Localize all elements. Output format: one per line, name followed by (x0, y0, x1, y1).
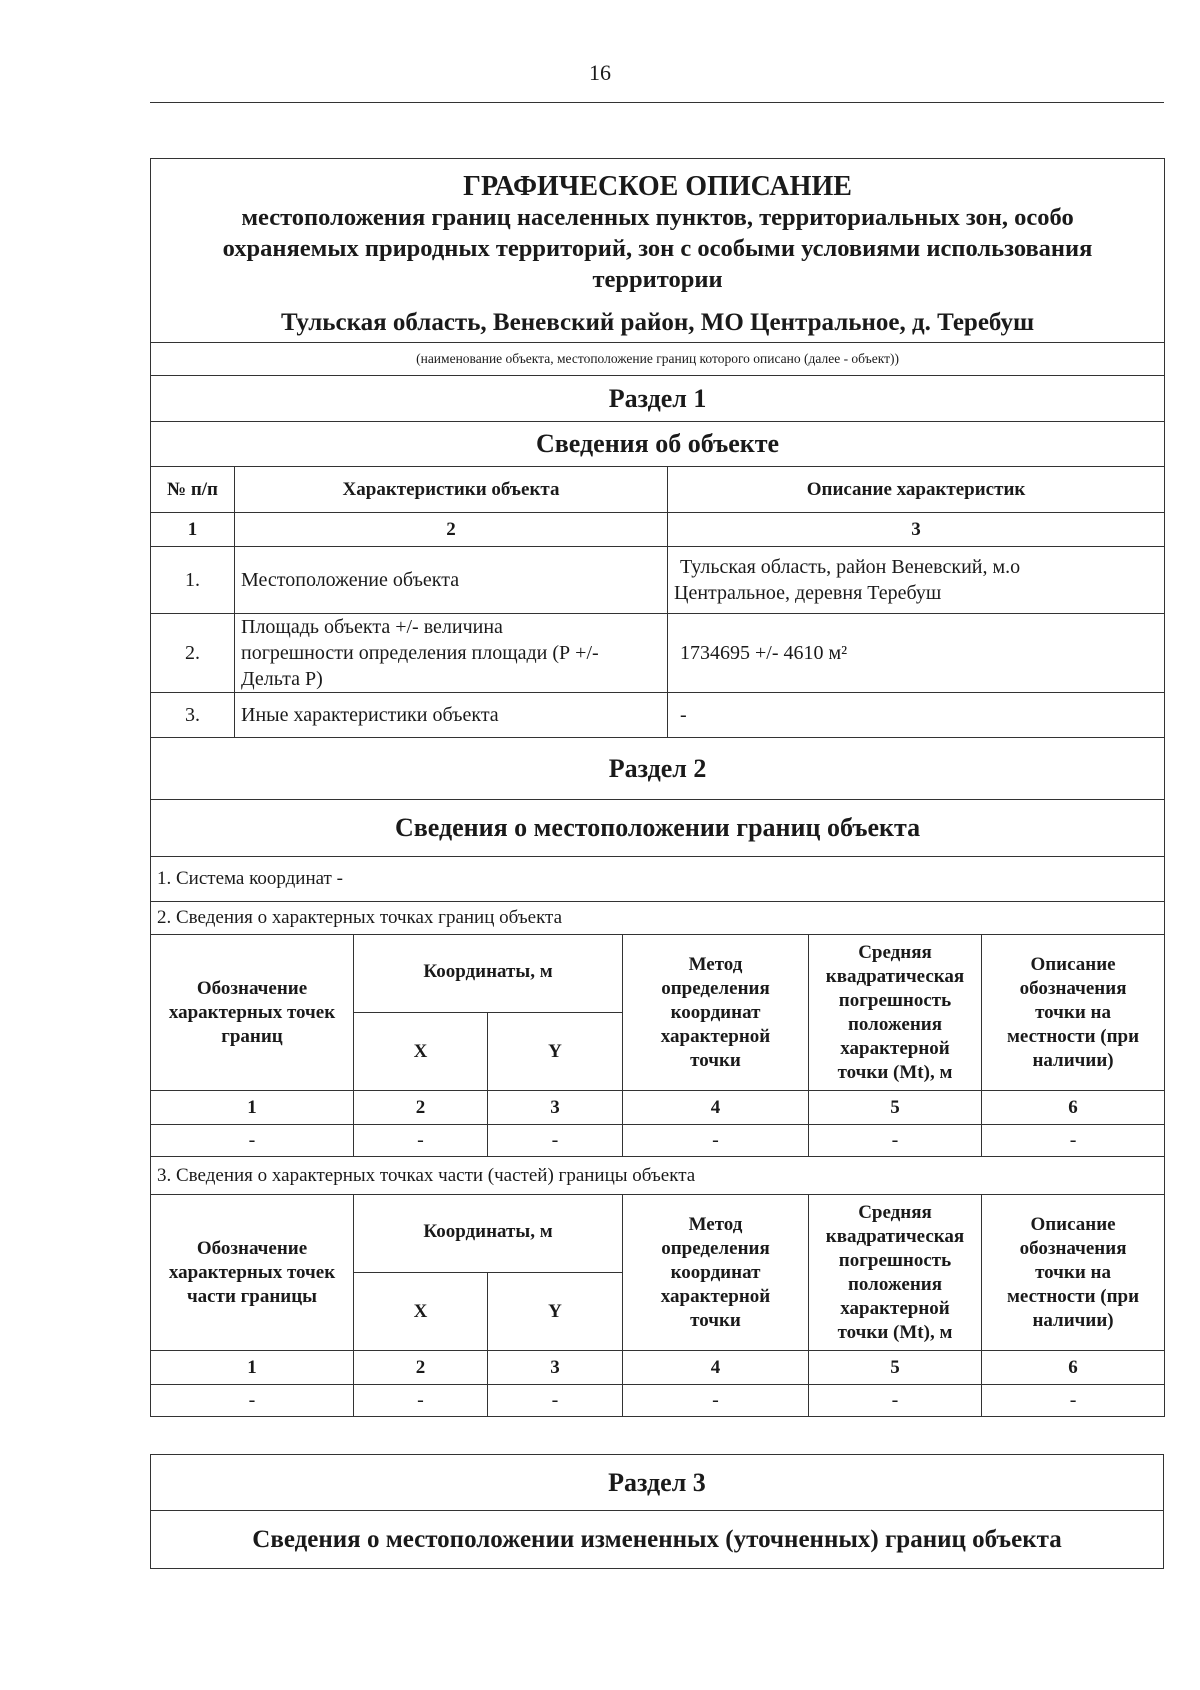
table-cell: - (809, 1125, 982, 1157)
header-line: Метод (688, 1213, 743, 1235)
row-description-line-1: Тульская область, район Веневский, м.о (680, 556, 1021, 578)
header-line: Средняя (858, 941, 932, 963)
row-characteristic-line-2: погрешности определения площади (Р +/- Дельта Р) (241, 642, 599, 690)
col-number-1: 1 (151, 1351, 354, 1385)
header-line: погрешность (838, 989, 952, 1011)
table-cell: - (809, 1385, 982, 1417)
col-header-number: № п/п (151, 467, 235, 513)
header-line: Обозначение (196, 1237, 308, 1259)
row-characteristic: Местоположение объекта (235, 547, 668, 614)
header-line: Метод (688, 953, 743, 975)
section2-subheading: Сведения о местоположении границ объекта (151, 800, 1165, 857)
table-row (151, 693, 1165, 738)
header-line: погрешность (838, 1249, 952, 1271)
row-characteristic (235, 614, 668, 693)
table-row (151, 614, 1165, 693)
x-header: X (354, 1013, 488, 1091)
document-title: ГРАФИЧЕСКОЕ ОПИСАНИЕ (463, 171, 852, 202)
table-cell: - (488, 1125, 623, 1157)
coordinates-header: Координаты, м (354, 1195, 623, 1273)
header-line: характерной (840, 1297, 950, 1319)
object-name: Тульская область, Веневский район, МО Центральное, д. Теребуш (280, 309, 1035, 336)
row-number: 2. (151, 614, 235, 693)
header-line: характерной (660, 1285, 771, 1307)
header-rule (150, 102, 1164, 103)
header-line: точки на (1035, 1261, 1111, 1283)
header-line: точки (690, 1049, 741, 1071)
col-number-3: 3 (668, 513, 1165, 547)
header-line: Обозначение (196, 977, 308, 999)
error-header (809, 935, 982, 1091)
title-line-2: охраняемых природных территорий, зон с особыми условиями использования (222, 235, 1093, 262)
col-number-4: 4 (623, 1091, 809, 1125)
error-header (809, 1195, 982, 1351)
header-line: характерной (840, 1037, 950, 1059)
col-number-5: 5 (809, 1351, 982, 1385)
col-number-4: 4 (623, 1351, 809, 1385)
header-line: квадратическая (825, 965, 965, 987)
title-line-1: местоположения границ населенных пунктов, территориальных зон, особо (241, 204, 1074, 231)
row-characteristic: Иные характеристики объекта (235, 693, 668, 738)
main-form-table (150, 158, 1165, 1417)
point-description-header (982, 935, 1165, 1091)
row-characteristic-line-1: Площадь объекта +/- величина (241, 616, 503, 638)
y-header: Y (488, 1013, 623, 1091)
section1-heading: Раздел 1 (151, 376, 1165, 422)
section3-heading: Раздел 3 (151, 1455, 1164, 1511)
table-cell: - (151, 1385, 354, 1417)
table-cell: - (623, 1385, 809, 1417)
header-line: точки (Mt), м (837, 1061, 953, 1083)
points-section-title: 2. Сведения о характерных точках границ объекта (151, 902, 1165, 935)
header-line: Средняя (858, 1201, 932, 1223)
method-header (623, 1195, 809, 1351)
col-number-3: 3 (488, 1091, 623, 1125)
col-number-2: 2 (235, 513, 668, 547)
table-cell: - (488, 1385, 623, 1417)
row-description: - (668, 693, 1165, 738)
col-number-6: 6 (982, 1091, 1165, 1125)
parts-section-title: 3. Сведения о характерных точках части (частей) границы объекта (151, 1157, 1165, 1195)
header-line: характерных точек (168, 1261, 336, 1283)
header-line: наличии) (1032, 1309, 1114, 1331)
header-line: характерных точек (168, 1001, 336, 1023)
y-header: Y (488, 1273, 623, 1351)
page-number: 16 (589, 60, 611, 85)
header-line: обозначения (1019, 977, 1127, 999)
section3-subheading: Сведения о местоположении измененных (уточненных) границ объекта (151, 1511, 1164, 1569)
header-line: точки (690, 1309, 741, 1331)
coordinate-system: 1. Система координат - (151, 857, 1165, 902)
header-line: положения (847, 1273, 943, 1295)
header-line: точки на (1035, 1001, 1111, 1023)
row-description: 1734695 +/- 4610 м² (668, 614, 1165, 693)
row-number: 1. (151, 547, 235, 614)
header-line: определения (661, 1237, 770, 1259)
row-number: 3. (151, 693, 235, 738)
title-line-3: территории (592, 266, 723, 293)
col-number-5: 5 (809, 1091, 982, 1125)
method-header (623, 935, 809, 1091)
header-line: Описание (1030, 953, 1116, 975)
parts-designation-header (151, 1195, 354, 1351)
table-cell: - (354, 1125, 488, 1157)
header-line: координат (670, 1261, 761, 1283)
table-cell: - (151, 1125, 354, 1157)
table-row (151, 547, 1165, 614)
header-line: характерной (660, 1025, 771, 1047)
header-line: определения (661, 977, 770, 999)
header-line: обозначения (1019, 1237, 1127, 1259)
table-row (151, 1125, 1165, 1157)
col-header-description: Описание характеристик (668, 467, 1165, 513)
header-line: местности (при (1006, 1025, 1140, 1047)
header-line: наличии) (1032, 1049, 1114, 1071)
points-designation-header (151, 935, 354, 1091)
header-line: точки (Mt), м (837, 1321, 953, 1343)
section1-subheading: Сведения об объекте (151, 422, 1165, 467)
header-line: координат (670, 1001, 761, 1023)
header-line: Описание (1030, 1213, 1116, 1235)
header-line: местности (при (1006, 1285, 1140, 1307)
header-line: квадратическая (825, 1225, 965, 1247)
object-caption: (наименование объекта, местоположение границ которого описано (далее - объект)) (151, 343, 1165, 376)
col-number-1: 1 (151, 1091, 354, 1125)
section2-heading: Раздел 2 (151, 738, 1165, 800)
col-number-2: 2 (354, 1351, 488, 1385)
x-header: X (354, 1273, 488, 1351)
col-header-characteristic: Характеристики объекта (235, 467, 668, 513)
coordinates-header: Координаты, м (354, 935, 623, 1013)
header-line: границ (221, 1025, 283, 1047)
col-number-1: 1 (151, 513, 235, 547)
header-line: положения (847, 1013, 943, 1035)
table-cell: - (354, 1385, 488, 1417)
table-cell: - (982, 1385, 1165, 1417)
table-cell: - (623, 1125, 809, 1157)
col-number-3: 3 (488, 1351, 623, 1385)
col-number-6: 6 (982, 1351, 1165, 1385)
document-title-block (151, 159, 1165, 343)
row-description (668, 547, 1165, 614)
row-description-line-2: Центральное, деревня Теребуш (674, 582, 942, 604)
table-cell: - (982, 1125, 1165, 1157)
section3-table (150, 1454, 1164, 1569)
col-number-2: 2 (354, 1091, 488, 1125)
table-row (151, 1385, 1165, 1417)
point-description-header (982, 1195, 1165, 1351)
header-line: части границы (186, 1285, 318, 1307)
